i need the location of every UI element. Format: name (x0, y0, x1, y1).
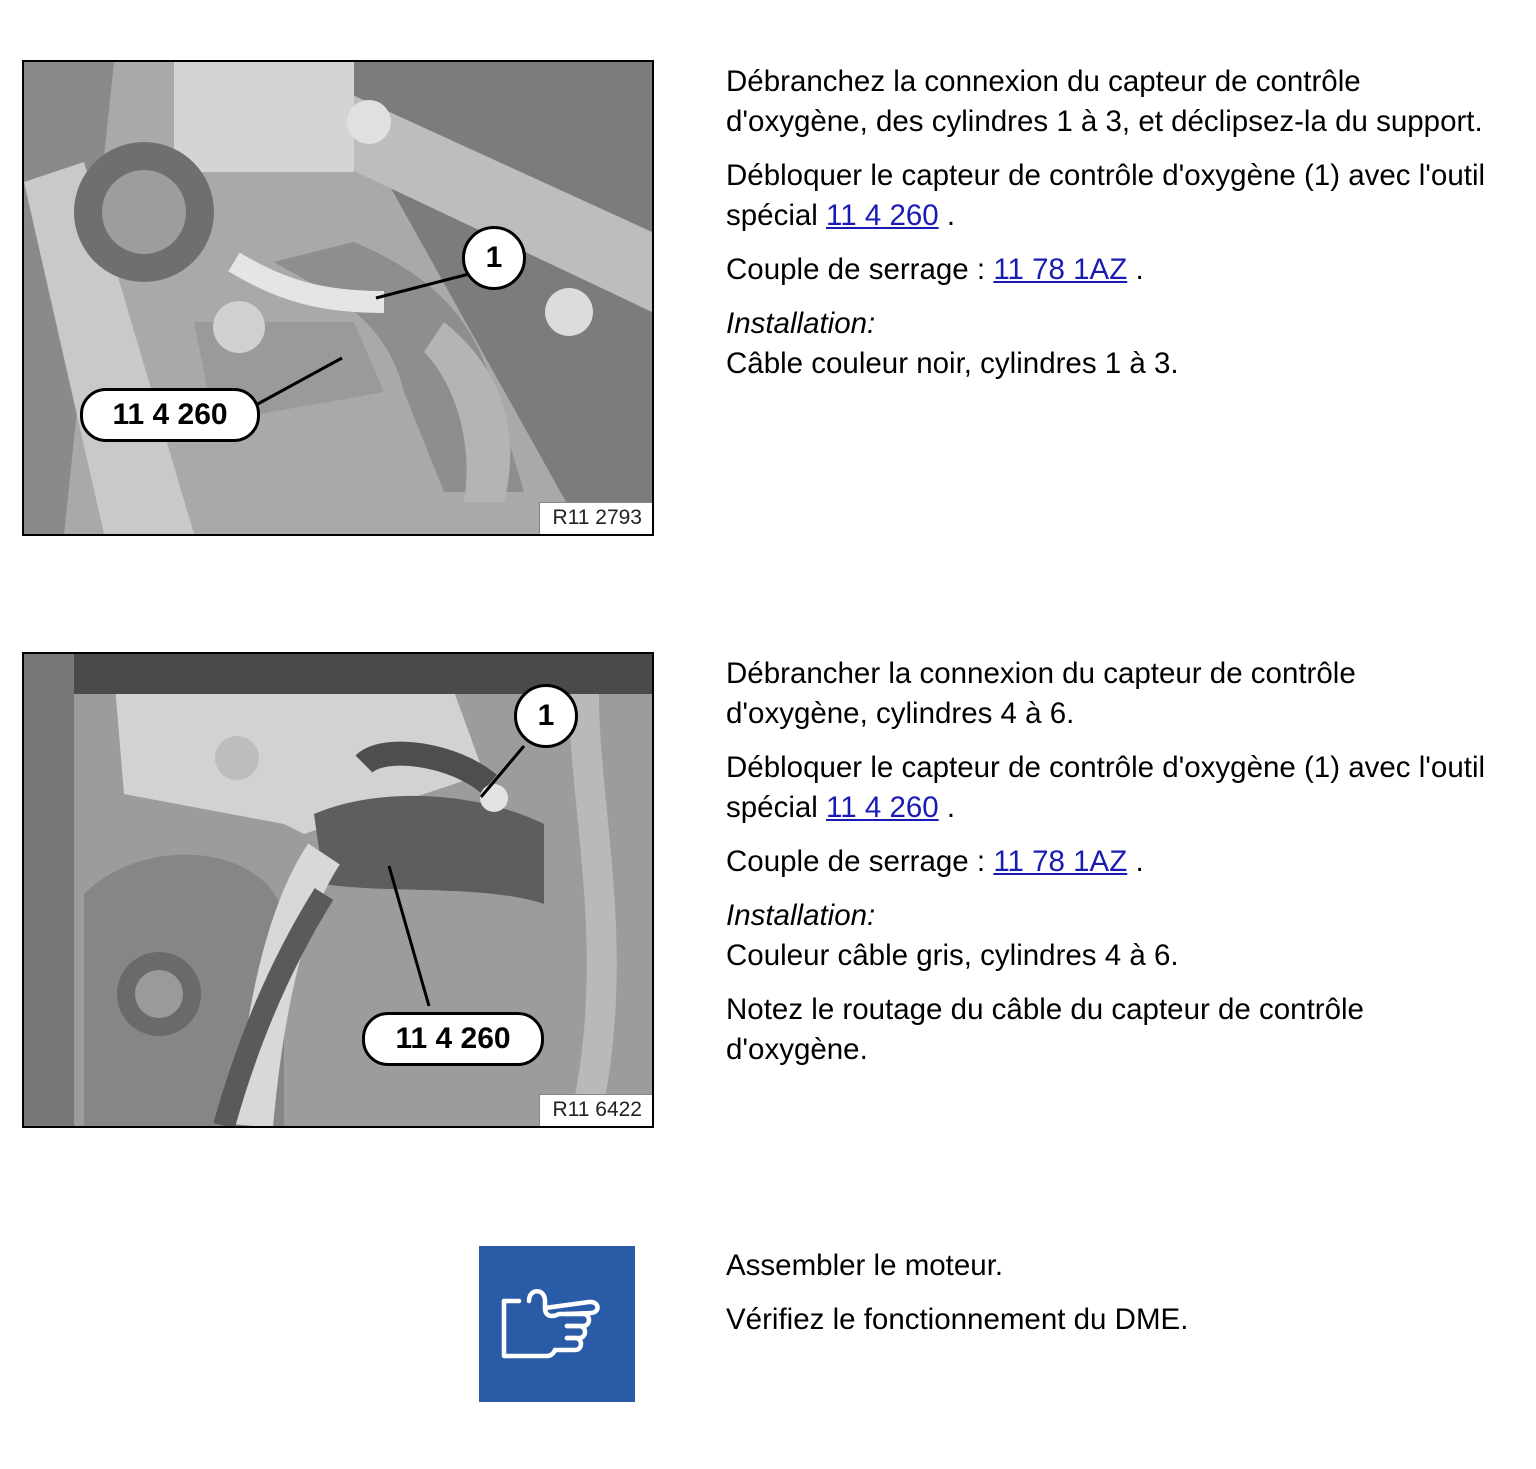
step2-text (726, 654, 1496, 1084)
step2-paragraph-1: Débrancher la connexion du capteur de contrôle d'oxygène, cylindres 4 à 6. (726, 657, 1356, 730)
step2-install-label: Installation: (726, 899, 876, 932)
step2-image-ref: R11 6422 (539, 1094, 652, 1126)
step2-p2-suffix: . (938, 791, 956, 824)
step2-callout-item: 1 (514, 684, 578, 748)
pointing-hand-svg (479, 1246, 635, 1402)
step1-tool-link[interactable]: 11 4 260 (826, 199, 939, 232)
step1-torque-link[interactable]: 11 78 1AZ (993, 253, 1128, 286)
step2-paragraph-2 (726, 748, 1496, 828)
step2-p2-prefix: Débloquer le capteur de contrôle d'oxygène (1) avec l'outil spécial (726, 751, 1486, 824)
step1-install-label: Installation: (726, 307, 876, 340)
step2-installation (726, 896, 1496, 976)
step2-p3-suffix: . (1127, 845, 1144, 878)
step1-callout-tool: 11 4 260 (80, 388, 260, 442)
step2-photo (22, 652, 654, 1128)
step2-paragraph-3 (726, 842, 1496, 882)
step1-p3-prefix: Couple de serrage : (726, 253, 994, 286)
step1-image-ref: R11 2793 (539, 502, 652, 534)
step1-paragraph-3 (726, 250, 1496, 290)
step1-photo (22, 60, 654, 536)
step3-text (726, 1246, 1496, 1354)
pointing-hand-icon (479, 1246, 635, 1402)
step2-torque-link[interactable]: 11 78 1AZ (993, 845, 1128, 878)
step3-paragraph-1: Assembler le moteur. (726, 1249, 1004, 1282)
step2-p3-prefix: Couple de serrage : (726, 845, 994, 878)
step2-note: Notez le routage du câble du capteur de contrôle d'oxygène. (726, 993, 1364, 1066)
step1-callout-item: 1 (462, 226, 526, 290)
step2-install-text: Couleur câble gris, cylindres 4 à 6. (726, 939, 1179, 972)
step1-paragraph-1: Débranchez la connexion du capteur de contrôle d'oxygène, des cylindres 1 à 3, et déclipsez-la du support. (726, 65, 1483, 138)
step2-callout-tool: 11 4 260 (362, 1012, 544, 1066)
step1-p3-suffix: . (1127, 253, 1144, 286)
step1-install-text: Câble couleur noir, cylindres 1 à 3. (726, 347, 1179, 380)
step3-paragraph-2: Vérifiez le fonctionnement du DME. (726, 1303, 1189, 1336)
step1-paragraph-2 (726, 156, 1496, 236)
step1-p2-suffix: . (938, 199, 956, 232)
step1-photo-illustration (24, 62, 652, 534)
step1-installation (726, 304, 1496, 384)
step1-text (726, 62, 1496, 398)
step2-tool-link[interactable]: 11 4 260 (826, 791, 939, 824)
step1-p2-prefix: Débloquer le capteur de contrôle d'oxygène (1) avec l'outil spécial (726, 159, 1486, 232)
